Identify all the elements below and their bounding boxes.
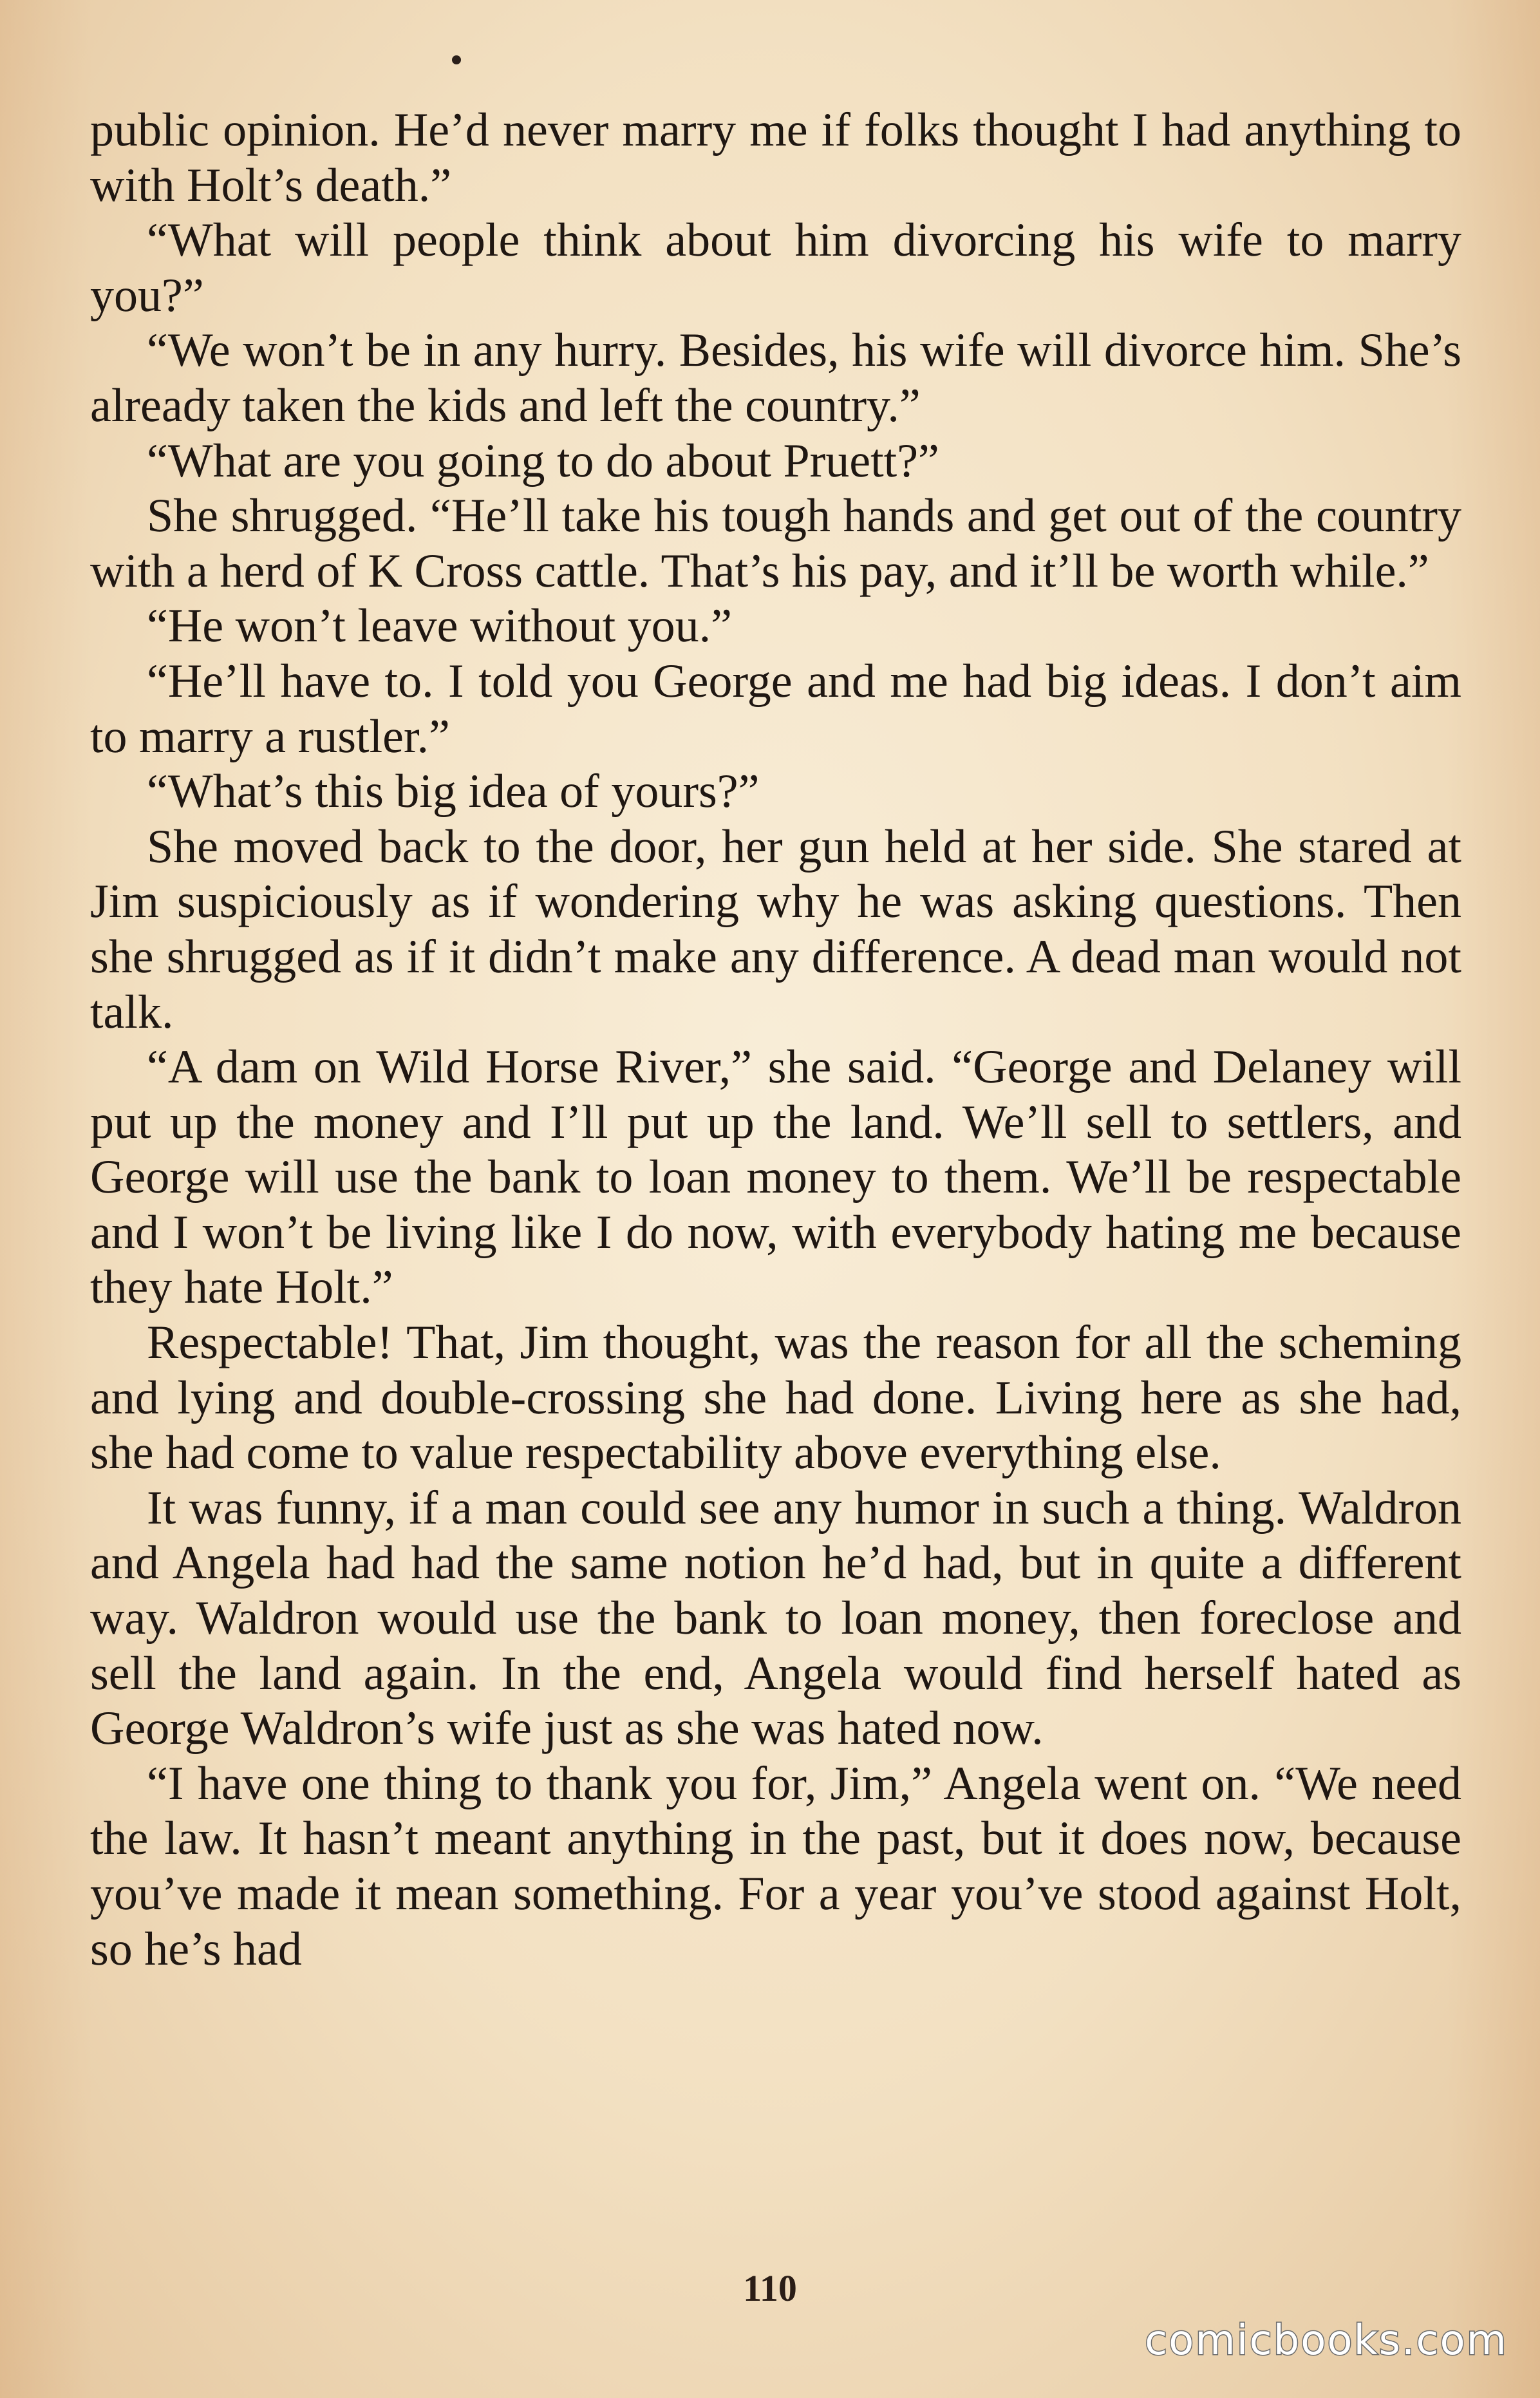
- paragraph: “A dam on Wild Horse River,” she said. “George and Delaney will put up the money and I’ll put up the land. We’ll sell to settlers, and George will use the bank to loan money to them. We’ll be respectable and I won’t be living like I do now, with everybody hating me because they hate Holt.”: [90, 1041, 1461, 1314]
- ink-speck: [452, 55, 461, 64]
- paragraph: Respectable! That, Jim thought, was the reason for all the scheming and lying and double-crossing she had done. Living here as she had, she had come to value respectability above everything else.: [90, 1316, 1461, 1480]
- paragraph: She moved back to the door, her gun held at her side. She stared at Jim suspiciously as if wondering why he was asking questions. Then she shrugged as if it didn’t make any difference. A dead man would not talk.: [90, 820, 1461, 1039]
- paragraph: “What will people think about him divorcing his wife to marry you?”: [90, 214, 1461, 322]
- page-number: 110: [743, 2267, 797, 2309]
- paragraph: It was funny, if a man could see any humor in such a thing. Waldron and Angela had had the same notion he’d had, but in quite a different way. Waldron would use the bank to loan money, then foreclose and sell the land again. In the end, Angela would find herself hated as George Waldron’s wife just as she was hated now.: [90, 1481, 1461, 1755]
- paragraph: public opinion. He’d never marry me if folks thought I had anything to with Holt’s death.”: [90, 104, 1461, 212]
- paragraph: “We won’t be in any hurry. Besides, his wife will divorce him. She’s already taken the kids and left the country.”: [90, 324, 1461, 432]
- paragraph: “What’s this big idea of yours?”: [147, 765, 760, 818]
- paragraph: “He won’t leave without you.”: [147, 600, 732, 653]
- paragraph: “I have one thing to thank you for, Jim,” Angela went on. “We need the law. It hasn’t meant anything in the past, but it does now, because you’ve made it mean something. For a year you’ve stood against Holt, so he’s had: [90, 1757, 1461, 1976]
- paragraph: “He’ll have to. I told you George and me had big ideas. I don’t aim to marry a rustler.”: [90, 654, 1461, 763]
- paragraph: “What are you going to do about Pruett?”: [147, 434, 939, 487]
- paragraph: She shrugged. “He’ll take his tough hands and get out of the country with a herd of K Cross cattle. That’s his pay, and it’ll be worth while.”: [90, 489, 1461, 598]
- body-text: [90, 103, 1461, 1977]
- watermark: comicbooks.com: [1144, 2317, 1508, 2365]
